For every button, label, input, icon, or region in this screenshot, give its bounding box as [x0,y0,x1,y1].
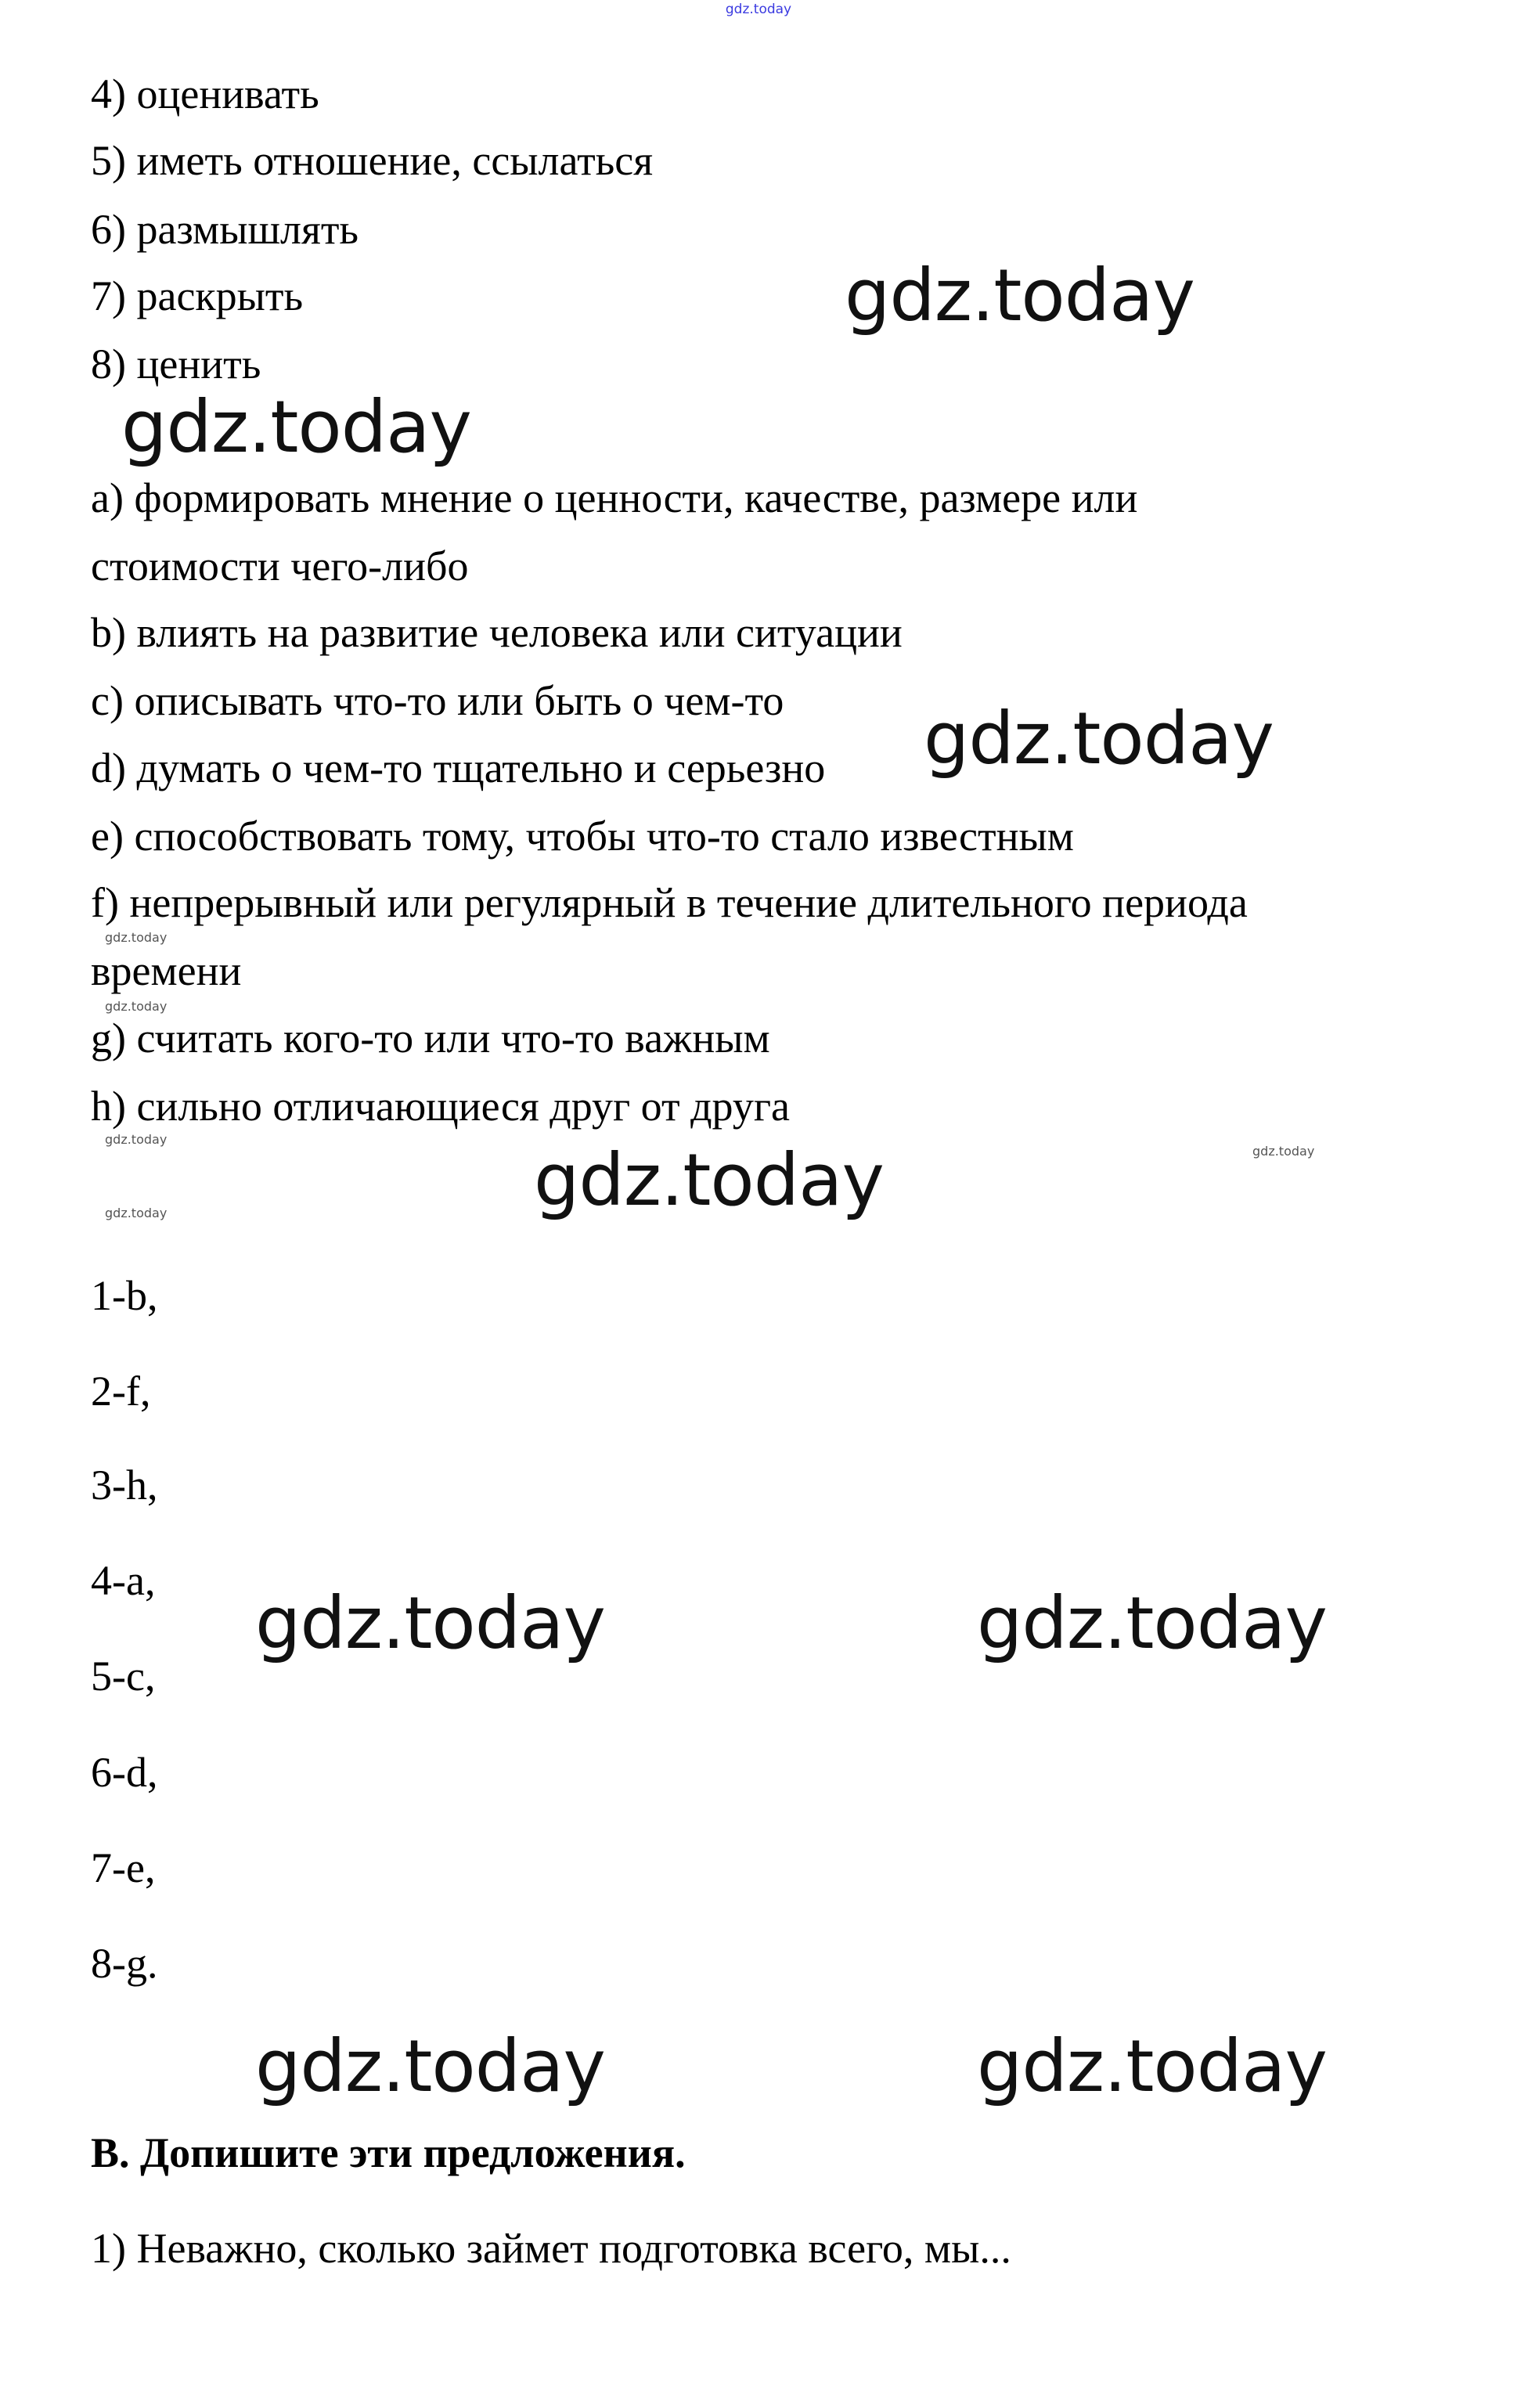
definition-f-cont: времени [91,947,242,994]
definition-g: g) считать кого-то или что-то важным [91,1015,770,1062]
term-4: 4) оценивать [91,70,319,117]
definition-d: d) думать о чем-то тщательно и серьезно [91,744,826,791]
watermark: gdz.today [534,1138,884,1222]
watermark-small: gdz.today [105,1206,168,1220]
section-b-item-1: 1) Неважно, сколько займет подготовка всего, мы... [91,2225,1011,2272]
answer-6: 6-d, [91,1749,158,1796]
term-6: 6) размышлять [91,206,359,253]
answer-2: 2-f, [91,1368,151,1415]
answer-8: 8-g. [91,1940,158,1987]
definition-e: e) способствовать тому, чтобы что-то стало известным [91,813,1074,860]
definition-a: a) формировать мнение о ценности, качестве, размере или [91,474,1138,521]
watermark-small: gdz.today [105,999,168,1014]
answer-7: 7-e, [91,1844,156,1891]
watermark-small: gdz.today [1252,1144,1315,1159]
definition-f: f) непрерывный или регулярный в течение длительного периода [91,879,1248,926]
definition-b: b) влиять на развитие человека или ситуации [91,609,903,656]
watermark: gdz.today [845,254,1195,337]
definition-a-cont: стоимости чего-либо [91,543,469,589]
watermark: gdz.today [977,2024,1327,2108]
watermark-small: gdz.today [105,930,168,945]
term-5: 5) иметь отношение, ссылаться [91,137,654,184]
watermark-small: gdz.today [105,1132,168,1147]
section-b-heading: B. Допишите эти предложения. [91,2129,686,2176]
watermark: gdz.today [255,1581,605,1665]
watermark: gdz.today [121,385,471,469]
watermark: gdz.today [977,1581,1327,1665]
watermark: gdz.today [924,697,1274,780]
definition-c: c) описывать что-то или быть о чем-то [91,677,784,724]
term-7: 7) раскрыть [91,272,304,319]
answer-4: 4-a, [91,1557,156,1604]
term-8: 8) ценить [91,341,261,388]
watermark-top: gdz.today [725,2,792,17]
definition-h: h) сильно отличающиеся друг от друга [91,1083,790,1130]
watermark: gdz.today [255,2024,605,2108]
answer-5: 5-c, [91,1653,156,1700]
answer-1: 1-b, [91,1272,158,1319]
answer-3: 3-h, [91,1462,158,1509]
